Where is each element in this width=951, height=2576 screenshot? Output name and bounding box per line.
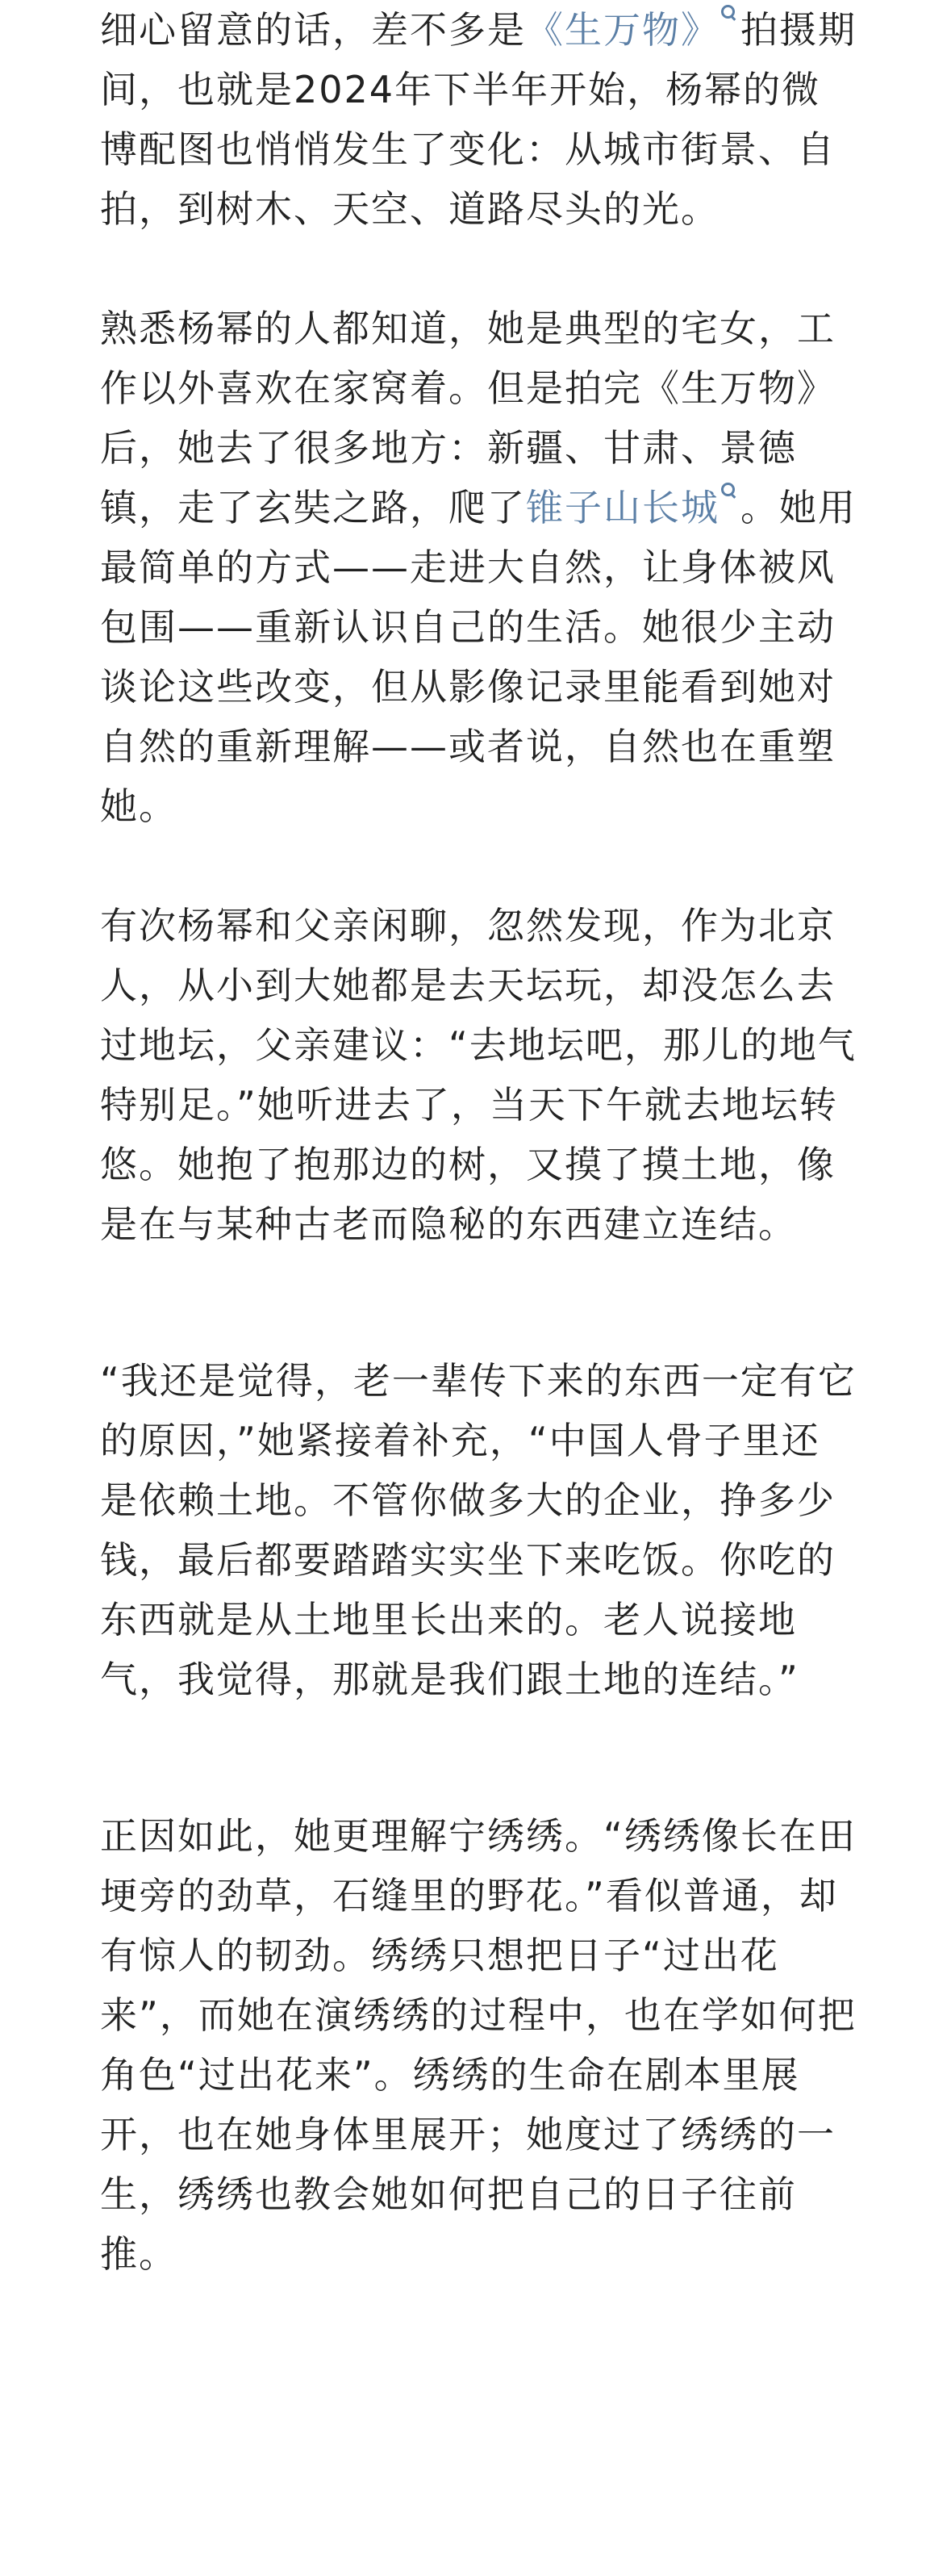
paragraph-1-text-b: 拍摄期间，也就是2024年下半年开始，杨幂的微博配图也悄悄发生了变化：从城市街景、自拍，到树木、天空、道路尽头的光。: [100, 8, 857, 231]
paragraph-spacer: [100, 239, 858, 299]
paragraph-5: 正因如此，她更理解宁绣绣。“绣绣像长在田埂旁的劲草，石缝里的野花。”看似普通，却有惊人的韧劲。绣绣只想把日子“过出花来”，而她在演绣绣的过程中，也在学如何把角色“过出花来”。绣绣的生命在剧本里展开，也在她身体里展开；她度过了绣绣的一生，绣绣也教会她如何把自己的日子往前推。: [100, 1814, 857, 2276]
paragraph-spacer: [100, 1254, 858, 1351]
work-title-link-text[interactable]: 《生万物》: [526, 8, 720, 52]
search-icon[interactable]: [720, 3, 737, 21]
paragraph-spacer: [100, 1709, 858, 1806]
paragraph-2-text-b: 。她用最简单的方式——走进大自然，让身体被风包围——重新认识自己的生活。她很少主动谈论这些改变，但从影像记录里能看到她对自然的重新理解——或者说，自然也在重塑她。: [100, 486, 857, 828]
paragraph-1-text-a: 细心留意的话，差不多是: [100, 8, 526, 52]
work-title-link[interactable]: [526, 8, 740, 52]
paragraph-2: [100, 299, 858, 836]
paragraph-2-text-a: 熟悉杨幂的人都知道，她是典型的宅女，工作以外喜欢在家窝着。但是拍完《生万物》后，她去了很多地方：新疆、甘肃、景德镇，走了玄奘之路，爬了: [100, 307, 836, 529]
search-icon[interactable]: [720, 481, 737, 499]
location-link-text[interactable]: 锥子山长城: [526, 486, 720, 529]
article-body: [100, 0, 858, 2284]
location-link[interactable]: [526, 486, 740, 529]
paragraph-spacer: [100, 836, 858, 896]
paragraph-3: 有次杨幂和父亲闲聊，忽然发现，作为北京人，从小到大她都是去天坛玩，却没怎么去过地坛，父亲建议：“去地坛吧，那儿的地气特别足。”她听进去了，当天下午就去地坛转悠。她抱了抱那边的树，又摸了摸土地，像是在与某种古老而隐秘的东西建立连结。: [100, 904, 857, 1246]
paragraph-1: [100, 0, 858, 239]
paragraph-4: “我还是觉得，老一辈传下来的东西一定有它的原因，”她紧接着补充，“中国人骨子里还是依赖土地。不管你做多大的企业，挣多少钱，最后都要踏踏实实坐下来吃饭。你吃的东西就是从土地里长出来的。老人说接地气，我觉得，那就是我们跟土地的连结。”: [100, 1359, 857, 1701]
